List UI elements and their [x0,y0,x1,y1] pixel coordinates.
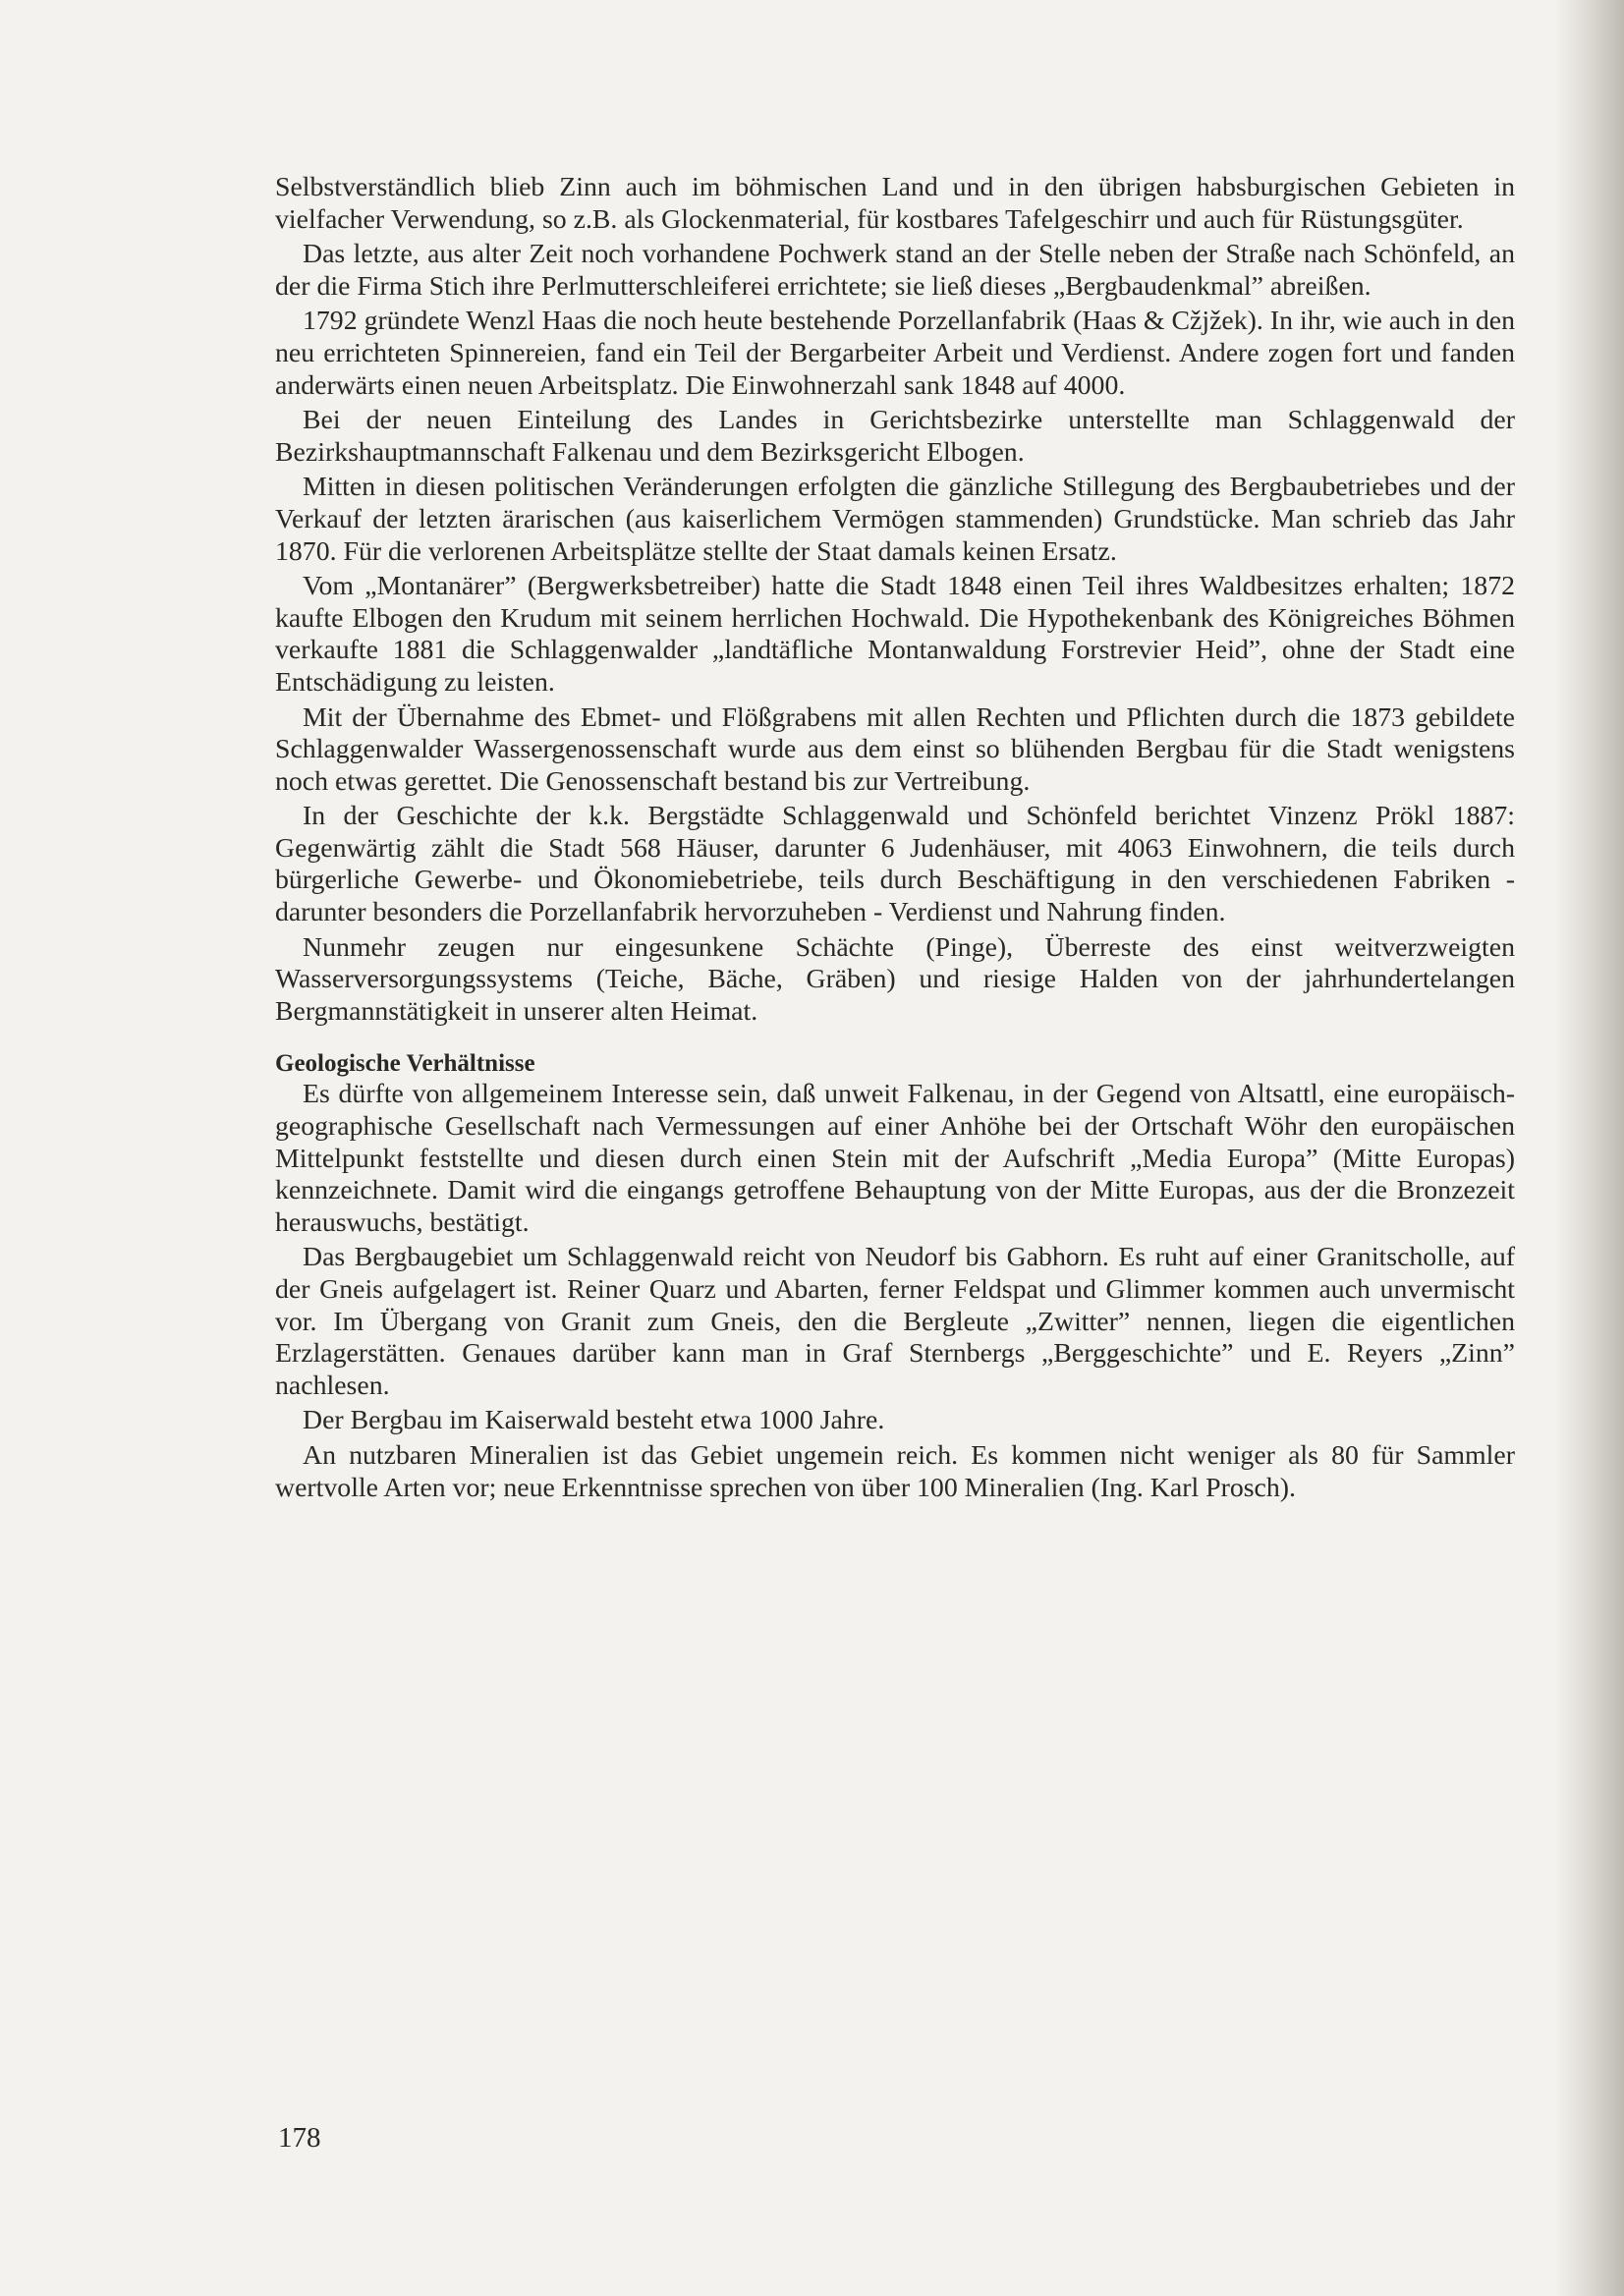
section-heading: Geologische Verhältnisse [275,1050,535,1078]
paragraph: Mitten in diesen politischen Veränderungen erfolgten die gänzliche Stillegung des Bergbaubetriebes und der Verkauf der letzten ärarischen (aus kaiserlichem Vermögen stammenden) Grundstücke. Man schrieb das Jahr 1870. Für die verlorenen Arbeitsplätze stellte der Staat damals keinen Ersatz. [275,472,1515,567]
paragraph: Nunmehr zeugen nur eingesunkene Schächte (Pinge), Überreste des einst weitverzweigten Wasserversorgungssystems (Teiche, Bäche, Gräben) und riesige Halden von der jahrhundertelangen Bergmannstätigkeit in unserer alten Heimat. [275,931,1515,1027]
paragraph: Das Bergbaugebiet um Schlaggenwald reicht von Neudorf bis Gabhorn. Es ruht auf einer Granitscholle, auf der Gneis aufgelagert ist. Reiner Quarz und Abarten, ferner Feldspat und Glimmer kommen auch unvermischt vor. Im Übergang von Granit zum Gneis, den die Bergleute „Zwitter” nennen, liegen die eigentlichen Erzlagerstätten. Genaues darüber kann man in Graf Sternbergs „Berggeschichte” und E. Reyers „Zinn” nachlesen. [275,1242,1515,1401]
paragraph: Das letzte, aus alter Zeit noch vorhandene Pochwerk stand an der Stelle neben der Straße nach Schönfeld, an der die Firma Stich ihre Perlmutterschleiferei errichtete; sie ließ dieses „Bergbaudenkmal” abreißen. [275,239,1515,302]
page-edge-shadow [1555,0,1624,2296]
paragraph: Mit der Übernahme des Ebmet- und Flößgrabens mit allen Rechten und Pflichten durch die 1873 gebildete Schlaggenwalder Wassergenossenschaft wurde aus dem einst so blühenden Bergbau für die Stadt wenigstens noch etwas gerettet. Die Genossenschaft bestand bis zur Vertreibung. [275,701,1515,797]
paragraph: In der Geschichte der k.k. Bergstädte Schlaggenwald und Schönfeld berichtet Vinzenz Prökl 1887: Gegenwärtig zählt die Stadt 568 Häuser, darunter 6 Judenhäuser, mit 4063 Einwohnern, die teils durch bürgerliche Gewerbe- und Ökonomiebetriebe, teils durch Beschäftigung in den verschiedenen Fabriken - darunter besonders die Porzellanfabrik hervorzuheben - Verdienst und Nahrung finden. [275,801,1515,928]
paragraph: An nutzbaren Mineralien ist das Gebiet ungemein reich. Es kommen nicht weniger als 80 für Sammler wertvolle Arten vor; neue Erkenntnisse sprechen von über 100 Mineralien (Ing. Karl Prosch). [275,1439,1515,1503]
paragraph: Es dürfte von allgemeinem Interesse sein, daß unweit Falkenau, in der Gegend von Altsattl, eine europäisch-geographische Gesellschaft nach Vermessungen auf einer Anhöhe bei der Ortschaft Wöhr den europäischen Mittelpunkt feststellte und diesen durch einen Stein mit der Aufschrift „Media Europa” (Mitte Europas) kennzeichnete. Damit wird die eingangs getroffene Behauptung von der Mitte Europas, aus der die Bronzezeit herauswuchs, bestätigt. [275,1079,1515,1238]
paragraph: Selbstverständlich blieb Zinn auch im böhmischen Land und in den übrigen habsburgischen Gebieten in vielfacher Verwendung, so z.B. als Glockenmaterial, für kostbares Tafelgeschirr und auch für Rüstungsgüter. [275,172,1515,235]
page-number: 178 [278,2122,321,2154]
paragraph: 1792 gründete Wenzl Haas die noch heute bestehende Porzellanfabrik (Haas & Cžjžek). In ihr, wie auch in den neu errichteten Spinnereien, fand ein Teil der Bergarbeiter Arbeit und Verdienst. Andere zogen fort und fanden anderwärts einen neuen Arbeitsplatz. Die Einwohnerzahl sank 1848 auf 4000. [275,306,1515,401]
body-text [275,172,1515,1507]
paragraph: Der Bergbau im Kaiserwald besteht etwa 1000 Jahre. [303,1405,885,1436]
paragraph: Bei der neuen Einteilung des Landes in Gerichtsbezirke unterstellte man Schlaggenwald der Bezirkshauptmannschaft Falkenau und dem Bezirksgericht Elbogen. [275,405,1515,468]
paragraph: Vom „Montanärer” (Bergwerksbetreiber) hatte die Stadt 1848 einen Teil ihres Waldbesitzes erhalten; 1872 kaufte Elbogen den Krudum mit seinem herrlichen Hochwald. Die Hypothekenbank des Königreiches Böhmen verkaufte 1881 die Schlaggenwalder „landtäfliche Montanwaldung Forstrevier Heid”, ohne der Stadt eine Entschädigung zu leisten. [275,571,1515,698]
